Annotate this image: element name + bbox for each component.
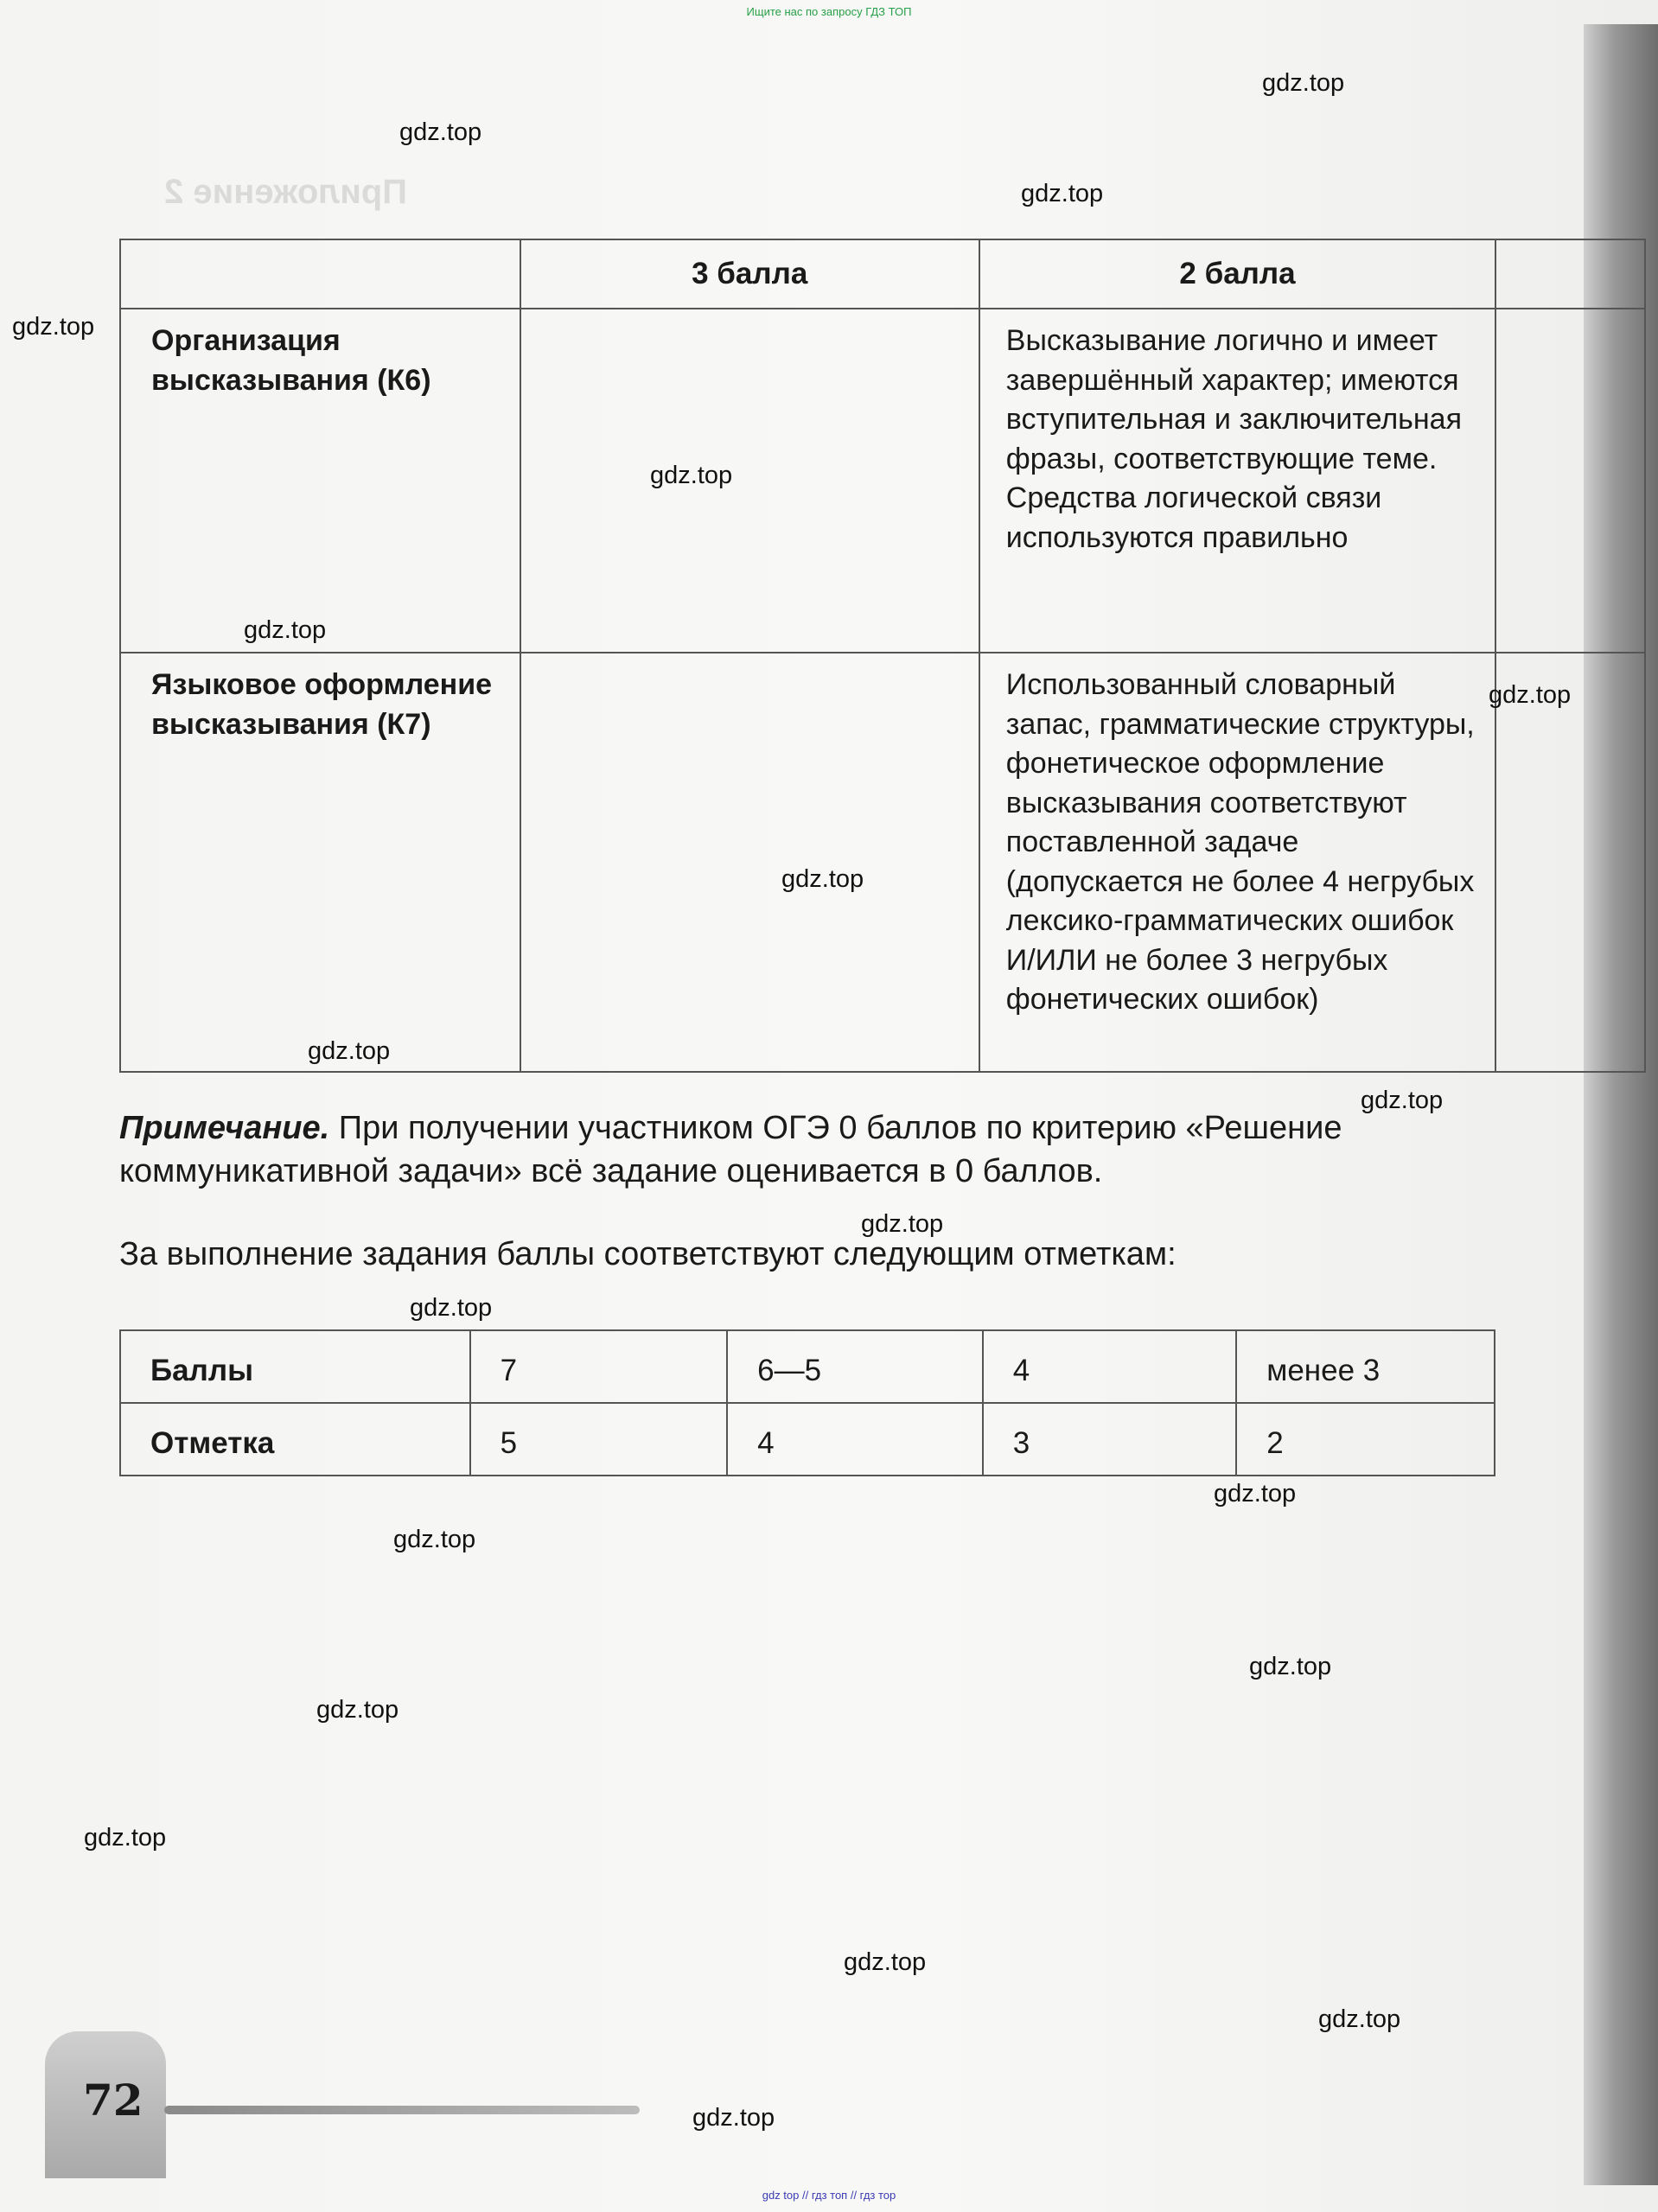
note-label: Примечание. xyxy=(119,1110,330,1146)
criteria-header-row xyxy=(120,239,1645,309)
marks-label-points: Баллы xyxy=(120,1330,470,1403)
watermark: gdz.top xyxy=(84,1824,167,1852)
watermark: gdz.top xyxy=(1249,1653,1332,1680)
watermark: gdz.top xyxy=(844,1948,927,1976)
watermark: gdz.top xyxy=(1361,1087,1444,1114)
note-paragraph xyxy=(119,1106,1502,1193)
note-text: При получении участником ОГЭ 0 баллов по критерию «Решение коммуникативной задачи» всё задание оценивается в 0 баллов. xyxy=(119,1110,1342,1189)
criterion-k7-extra xyxy=(1495,653,1645,1072)
watermark: gdz.top xyxy=(1214,1480,1297,1508)
watermark: gdz.top xyxy=(308,1037,391,1065)
watermark: gdz.top xyxy=(393,1526,476,1553)
marks-cell: 2 xyxy=(1236,1403,1495,1476)
page-number-rule xyxy=(164,2106,640,2114)
watermark: gdz.top xyxy=(1489,681,1572,709)
watermark: gdz.top xyxy=(1262,69,1345,97)
criteria-row-k7 xyxy=(120,653,1645,1072)
marks-table xyxy=(119,1329,1495,1476)
marks-intro: За выполнение задания баллы соответствуют следующим отметкам: xyxy=(119,1236,1177,1272)
criterion-k6-3-points xyxy=(520,309,979,653)
watermark: gdz.top xyxy=(692,2104,775,2132)
watermark: gdz.top xyxy=(650,462,733,489)
watermark: gdz.top xyxy=(12,313,95,341)
header-link[interactable]: Ищите нас по запросу ГДЗ ТОП xyxy=(746,5,912,18)
marks-label-grade: Отметка xyxy=(120,1403,470,1476)
watermark: gdz.top xyxy=(244,616,327,644)
criterion-k6-2-points: Высказывание логично и имеет завершённый характер; имеются вступительная и заключительная фразы, соответствующие теме. Средства логической связи используются правильно xyxy=(979,309,1495,653)
watermark: gdz.top xyxy=(861,1210,944,1238)
watermark: gdz.top xyxy=(399,118,482,146)
criterion-k7-2-points: Использованный словарный запас, грамматические структуры, фонетическое оформление высказывания соответствуют поставленной задаче (допускается не более 4 негрубых лексико-грамматических ошибок И/ИЛИ не более 3 негрубых фонетических ошибок) xyxy=(979,653,1495,1072)
header-3-points: 3 балла xyxy=(520,239,979,309)
criterion-name-k7: Языковое оформление высказывания (К7) xyxy=(120,653,520,1072)
watermark: gdz.top xyxy=(781,865,864,893)
page-number: 72 xyxy=(83,2075,143,2126)
header-extra xyxy=(1495,239,1645,309)
criteria-table xyxy=(119,239,1646,1073)
watermark: gdz.top xyxy=(1318,2005,1401,2033)
criterion-k7-3-points xyxy=(520,653,979,1072)
watermark: gdz.top xyxy=(1021,180,1104,207)
criterion-k6-extra xyxy=(1495,309,1645,653)
marks-cell: 5 xyxy=(470,1403,728,1476)
criterion-name-k6: Организация высказывания (К6) xyxy=(120,309,520,653)
watermark: gdz.top xyxy=(410,1294,493,1322)
marks-cell: 3 xyxy=(983,1403,1237,1476)
watermark: gdz.top xyxy=(316,1696,399,1724)
marks-cell: 6—5 xyxy=(727,1330,983,1403)
header-2-points: 2 балла xyxy=(979,239,1495,309)
marks-row-points xyxy=(120,1330,1495,1403)
marks-cell: 7 xyxy=(470,1330,728,1403)
marks-cell: 4 xyxy=(983,1330,1237,1403)
marks-cell: менее 3 xyxy=(1236,1330,1495,1403)
marks-row-grade xyxy=(120,1403,1495,1476)
ghost-title: Приложение 2 xyxy=(164,173,407,211)
criteria-row-k6 xyxy=(120,309,1645,653)
header-criterion xyxy=(120,239,520,309)
footer-link[interactable]: gdz top // гдз топ // гдз тор xyxy=(762,2189,896,2202)
marks-cell: 4 xyxy=(727,1403,983,1476)
